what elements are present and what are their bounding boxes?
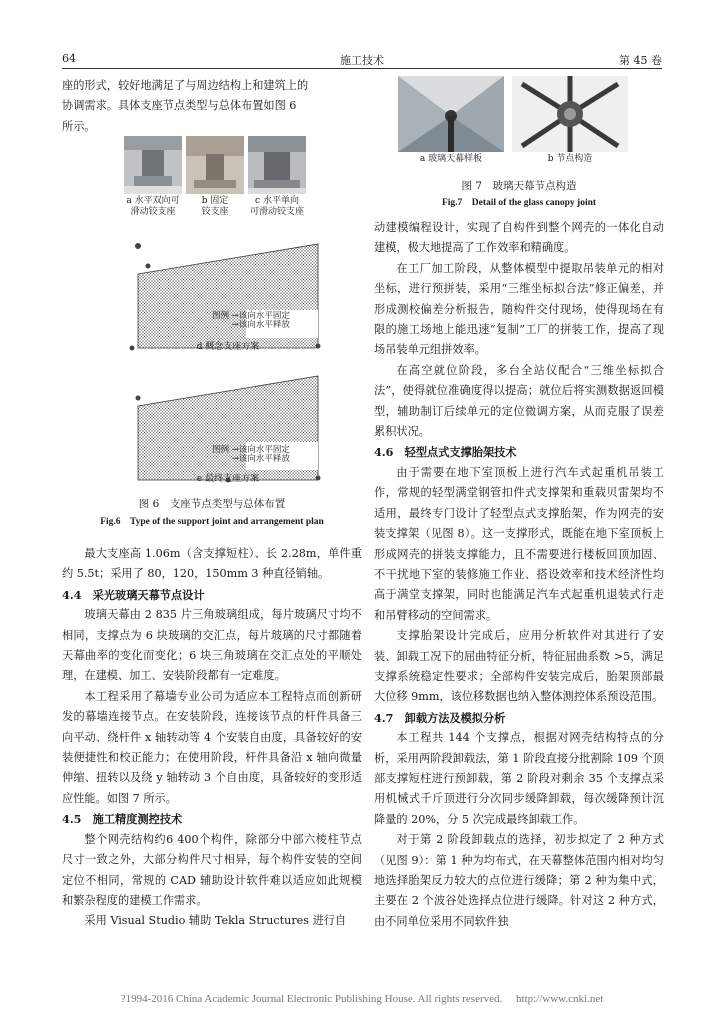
concept-support-plan	[128, 236, 328, 356]
legend-e	[212, 446, 290, 464]
legend-d-prefix: 图例	[212, 311, 230, 321]
legend-d-released: →该向水平释放	[231, 320, 290, 330]
fig6-sub-b: b 固定 铰支座	[201, 196, 229, 217]
section-4-5: 4.5 施工精度测控技术	[62, 812, 183, 827]
intro-line-2: 协调需求。具体支座节点类型与总体布置如图 6	[62, 99, 297, 113]
copyright-footer: ?1994-2016 China Academic Journal Electronic Publishing House. All rights reserved. http://www.cnki.net	[120, 993, 604, 1005]
right-para-1: 动建模编程设计，实现了自构件到整个网壳的一体化自动建模，极大地提高了工作效率和精确度。	[374, 221, 664, 255]
fig6-sub-d: d 概念支座方案	[196, 342, 260, 352]
right-para-3: 在高空就位阶段，多台全站仪配合“三维坐标拟合法”，使得就位准确度得以提高；就位后将实测数据返回模型，辅助制订后续单元的定位微调方案，从而克服了误差累积状况。	[374, 363, 664, 439]
legend-e-prefix: 图例	[212, 445, 230, 455]
right-para-6: 本工程共 144 个支撑点，根据对网壳结构特点的分析，采用两阶段卸载法，第 1 阶段直接分批割除 109 个顶部支撑短柱进行预卸载，第 2 阶段对剩余 35 个支撑点采用机械式千斤顶进行分次同步缓降卸载，每次缓降预计沉降量的 20%，分 5 次完成最终卸载工作。	[374, 731, 664, 826]
left-para-5: 采用 Visual Studio 辅助 Tekla Structures 进行自	[84, 914, 347, 928]
fig6-caption-zh: 图 6 支座节点类型与总体布置	[138, 498, 286, 510]
left-para-4: 整个网壳结构约6 400个构件，除部分中部六棱柱节点尺寸一致之外，大部分构件尺寸相异，每个构件安装的空间定位不相同，常规的 CAD 辅助设计软件难以适应如此规模和繁杂程度的建模工作需求。	[62, 832, 362, 907]
fig6-sub-a: a 水平双向可 滑动铰支座	[126, 196, 180, 217]
left-intro	[62, 76, 362, 137]
support-photo-c	[248, 136, 306, 194]
section-4-7: 4.7 卸载方法及模拟分析	[374, 710, 506, 725]
intro-line-1: 座的形式，较好地满足了与周边结构上和建筑上的	[62, 79, 309, 92]
figure-7	[374, 76, 664, 216]
final-support-plan	[128, 368, 328, 488]
intro-line-3: 所示。	[62, 119, 96, 133]
page-number: 64	[62, 52, 76, 65]
left-para-1: 最大支座高 1.06m（含支撑短柱）、长 2.28m，单件重约 5.5t；采用了 80，120，150mm 3 种直径销轴。	[62, 547, 362, 581]
journal-title: 施工技术	[340, 54, 384, 67]
support-photo-b	[186, 136, 244, 194]
support-photo-a	[124, 136, 182, 194]
legend-d	[212, 312, 290, 330]
fig6-sub-e: e 最终支座方案	[196, 474, 260, 484]
volume-label: 第 45 卷	[619, 54, 662, 67]
fig6-sub-c: c 水平单向 可滑动铰支座	[249, 196, 304, 217]
legend-e-released: →该向水平释放	[231, 454, 290, 464]
left-para-2: 玻璃天幕由 2 835 片三角玻璃组成，每片玻璃尺寸均不相同，支撑点为 6 块玻璃的交汇点，每片玻璃的尺寸都随着天幕曲率的变化而变化；6 块三角玻璃在交汇点处的平顺处理，在建模、加工、安装阶段都有一定难度。	[62, 608, 362, 683]
right-para-7: 对于第 2 阶段卸载点的选择，初步拟定了 2 种方式（见图 9）：第 1 种为均布式，在天幕整体范围内相对均匀地选择胎架反力较大的点位进行缓降；第 2 种为集中式，主要在 2 个波谷处选择点位进行缓降。针对这 2 种方式，由不同单位采用不同软件独	[374, 833, 664, 928]
right-para-4: 由于需要在地下室顶板上进行汽车式起重机吊装工作，常规的轻型满堂钢管扣件式支撑架和重载贝雷架均不适用，最终专门设计了轻型点式支撑胎架，作为网壳的安装支撑架（见图 8）。这一支撑形式，既能在地下室顶板上形成网壳的拼装支撑能力，且不需要进行楼板回顶加固、不干扰地下室的装修施工作业、搭设效率和技术经济性均高于满堂支撑架，同时也能满足汽车式起重机退装式行走和吊臂移动的空间需求。	[374, 465, 664, 622]
fig7-sub-a: a 玻璃天幕样板	[419, 154, 483, 164]
section-4-6: 4.6 轻型点式支撑胎架技术	[374, 445, 517, 460]
right-body	[374, 218, 664, 932]
right-para-5: 支撑胎架设计完成后，应用分析软件对其进行了安装、卸载工况下的屈曲特征分析，特征屈曲系数 >5，满足支撑系统稳定性要求；全部构件安装完成后，胎架顶部最大位移 9mm，该位移数据也纳入整体测控体系预设范围。	[374, 629, 664, 704]
legend-e-fixed: →该向水平固定	[231, 445, 290, 455]
section-4-4: 4.4 采光玻璃天幕节点设计	[62, 587, 205, 602]
joint-detail-photo	[512, 76, 628, 152]
fig7-sub-b: b 节点构造	[547, 154, 593, 164]
left-para-3: 本工程采用了幕墙专业公司为适应本工程特点而创新研发的幕墙连接节点。在安装阶段，连接该节点的杆件具备三向平动、绕杆件 x 轴转动等 4 个安装自由度，具备较好的安装便捷性和校正能力；在使用阶段，杆件具备沿 x 轴向微量伸缩、扭转以及绕 y 轴转动 3 个自由度，具备较好的变形适应性能。如图 7 所示。	[62, 689, 362, 805]
figure-6	[62, 136, 362, 526]
header-rule	[62, 68, 662, 69]
legend-d-fixed: →该向水平固定	[231, 311, 290, 321]
fig7-caption-en: Fig.7 Detail of the glass canopy joint	[441, 198, 597, 208]
right-para-2: 在工厂加工阶段，从整体模型中提取吊装单元的相对坐标，进行预拼装，采用“三维坐标拟合法”修正偏差，并形成测校偏差分析报告，随构件交付现场，使得现场在有限的施工场地上能迅速“复制”工厂的拼装工作，提高了现场吊装单元组拼效率。	[374, 261, 664, 357]
fig7-caption-zh: 图 7 玻璃天幕节点构造	[461, 180, 577, 192]
fig6-caption-en: Fig.6 Type of the support joint and arrangement plan	[100, 517, 324, 527]
left-body	[62, 544, 362, 932]
canopy-sample-photo	[398, 76, 504, 152]
